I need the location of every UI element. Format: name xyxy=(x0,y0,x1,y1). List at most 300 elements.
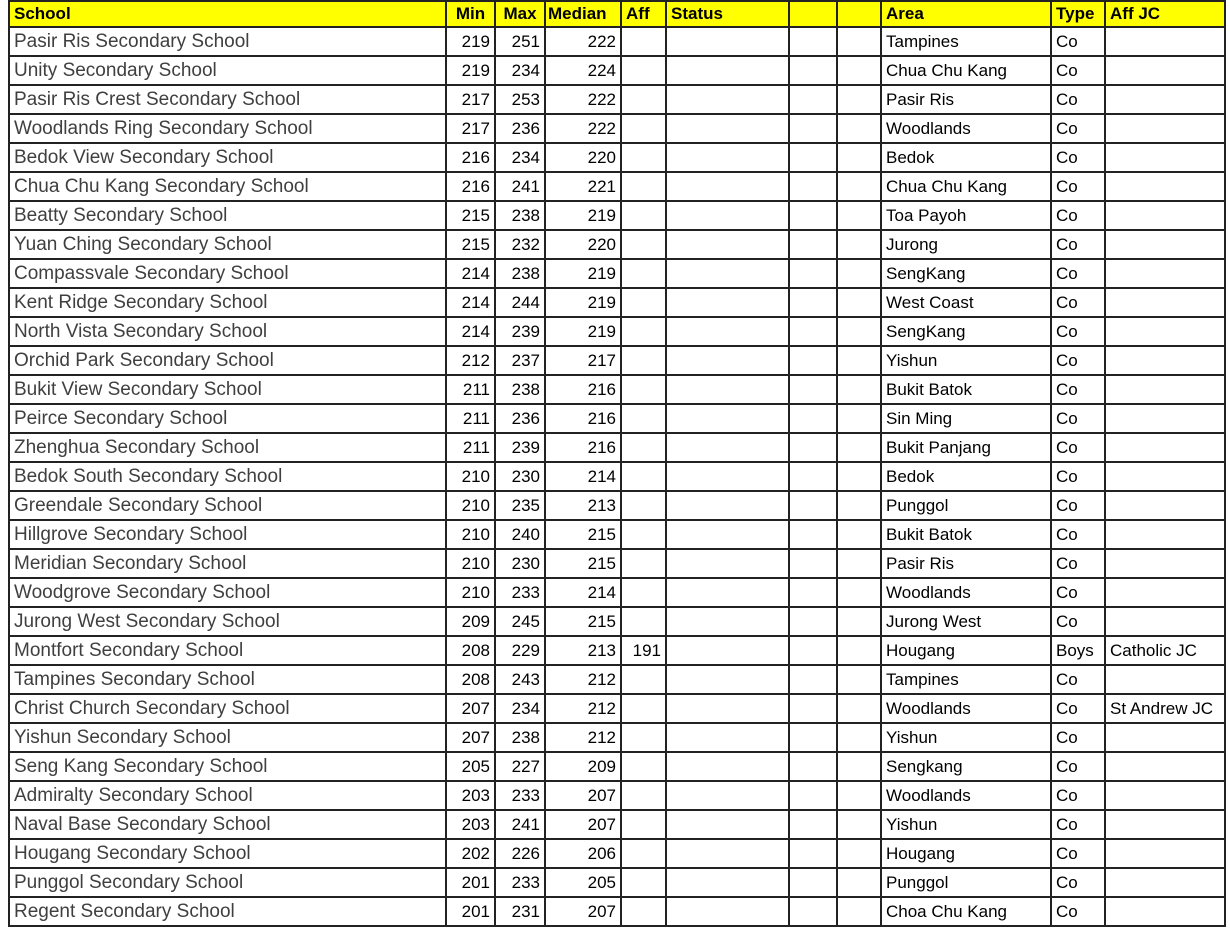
cell-status[interactable] xyxy=(666,520,789,549)
cell-school[interactable]: Hougang Secondary School xyxy=(9,839,446,868)
cell-type[interactable]: Co xyxy=(1051,752,1105,781)
cell-min[interactable]: 216 xyxy=(446,143,495,172)
cell-school[interactable]: Seng Kang Secondary School xyxy=(9,752,446,781)
cell-median[interactable]: 214 xyxy=(545,462,621,491)
cell-area[interactable]: Punggol xyxy=(881,868,1051,897)
cell-area[interactable]: Jurong xyxy=(881,230,1051,259)
cell-max[interactable]: 245 xyxy=(495,607,545,636)
cell-school[interactable]: Pasir Ris Crest Secondary School xyxy=(9,85,446,114)
cell-school[interactable]: Jurong West Secondary School xyxy=(9,607,446,636)
cell-type[interactable]: Co xyxy=(1051,143,1105,172)
cell-school[interactable]: Peirce Secondary School xyxy=(9,404,446,433)
cell-blank-2[interactable] xyxy=(837,897,881,926)
cell-aff-jc[interactable] xyxy=(1105,752,1225,781)
cell-aff-jc[interactable] xyxy=(1105,230,1225,259)
cell-max[interactable]: 230 xyxy=(495,462,545,491)
cell-min[interactable]: 219 xyxy=(446,56,495,85)
cell-aff[interactable] xyxy=(621,723,666,752)
cell-school[interactable]: Zhenghua Secondary School xyxy=(9,433,446,462)
cell-min[interactable]: 210 xyxy=(446,491,495,520)
cell-aff[interactable] xyxy=(621,752,666,781)
cell-school[interactable]: Christ Church Secondary School xyxy=(9,694,446,723)
cell-aff[interactable] xyxy=(621,694,666,723)
cell-median[interactable]: 222 xyxy=(545,27,621,56)
cell-status[interactable] xyxy=(666,143,789,172)
cell-blank-2[interactable] xyxy=(837,665,881,694)
header-max[interactable]: Max xyxy=(495,1,545,27)
cell-aff-jc[interactable] xyxy=(1105,578,1225,607)
cell-area[interactable]: Hougang xyxy=(881,839,1051,868)
cell-type[interactable]: Co xyxy=(1051,810,1105,839)
cell-max[interactable]: 238 xyxy=(495,201,545,230)
cell-aff-jc[interactable] xyxy=(1105,143,1225,172)
cell-blank-2[interactable] xyxy=(837,868,881,897)
cell-max[interactable]: 243 xyxy=(495,665,545,694)
cell-school[interactable]: Regent Secondary School xyxy=(9,897,446,926)
cell-status[interactable] xyxy=(666,839,789,868)
cell-type[interactable]: Co xyxy=(1051,520,1105,549)
header-min[interactable]: Min xyxy=(446,1,495,27)
cell-aff[interactable] xyxy=(621,143,666,172)
cell-blank-2[interactable] xyxy=(837,288,881,317)
cell-school[interactable]: Bedok South Secondary School xyxy=(9,462,446,491)
cell-aff[interactable] xyxy=(621,375,666,404)
cell-blank-1[interactable] xyxy=(789,549,837,578)
cell-blank-2[interactable] xyxy=(837,143,881,172)
cell-aff[interactable] xyxy=(621,201,666,230)
cell-school[interactable]: Montfort Secondary School xyxy=(9,636,446,665)
cell-blank-2[interactable] xyxy=(837,317,881,346)
cell-max[interactable]: 240 xyxy=(495,520,545,549)
cell-aff-jc[interactable] xyxy=(1105,549,1225,578)
cell-blank-2[interactable] xyxy=(837,578,881,607)
cell-blank-1[interactable] xyxy=(789,230,837,259)
cell-aff[interactable] xyxy=(621,491,666,520)
cell-status[interactable] xyxy=(666,375,789,404)
cell-blank-1[interactable] xyxy=(789,56,837,85)
cell-aff-jc[interactable] xyxy=(1105,85,1225,114)
cell-type[interactable]: Co xyxy=(1051,723,1105,752)
cell-median[interactable]: 216 xyxy=(545,375,621,404)
cell-type[interactable]: Co xyxy=(1051,781,1105,810)
cell-aff-jc[interactable] xyxy=(1105,27,1225,56)
cell-max[interactable]: 238 xyxy=(495,259,545,288)
cell-aff-jc[interactable] xyxy=(1105,404,1225,433)
cell-aff[interactable] xyxy=(621,839,666,868)
cell-type[interactable]: Co xyxy=(1051,694,1105,723)
cell-area[interactable]: Punggol xyxy=(881,491,1051,520)
cell-blank-1[interactable] xyxy=(789,665,837,694)
cell-area[interactable]: Tampines xyxy=(881,665,1051,694)
cell-blank-1[interactable] xyxy=(789,259,837,288)
cell-blank-1[interactable] xyxy=(789,433,837,462)
cell-area[interactable]: Sin Ming xyxy=(881,404,1051,433)
cell-max[interactable]: 238 xyxy=(495,723,545,752)
cell-blank-2[interactable] xyxy=(837,839,881,868)
cell-aff-jc[interactable] xyxy=(1105,781,1225,810)
cell-status[interactable] xyxy=(666,723,789,752)
cell-median[interactable]: 224 xyxy=(545,56,621,85)
cell-max[interactable]: 233 xyxy=(495,868,545,897)
cell-aff[interactable] xyxy=(621,317,666,346)
cell-min[interactable]: 203 xyxy=(446,781,495,810)
cell-area[interactable]: Sengkang xyxy=(881,752,1051,781)
cell-blank-1[interactable] xyxy=(789,462,837,491)
cell-median[interactable]: 209 xyxy=(545,752,621,781)
cell-aff[interactable] xyxy=(621,172,666,201)
cell-blank-1[interactable] xyxy=(789,114,837,143)
cell-median[interactable]: 219 xyxy=(545,288,621,317)
cell-blank-1[interactable] xyxy=(789,839,837,868)
cell-aff[interactable] xyxy=(621,27,666,56)
cell-median[interactable]: 207 xyxy=(545,781,621,810)
cell-blank-2[interactable] xyxy=(837,201,881,230)
cell-status[interactable] xyxy=(666,433,789,462)
cell-max[interactable]: 238 xyxy=(495,375,545,404)
cell-area[interactable]: Toa Payoh xyxy=(881,201,1051,230)
cell-status[interactable] xyxy=(666,317,789,346)
cell-status[interactable] xyxy=(666,85,789,114)
cell-aff[interactable] xyxy=(621,781,666,810)
cell-area[interactable]: Jurong West xyxy=(881,607,1051,636)
cell-type[interactable]: Co xyxy=(1051,230,1105,259)
cell-median[interactable]: 205 xyxy=(545,868,621,897)
cell-blank-1[interactable] xyxy=(789,288,837,317)
cell-school[interactable]: Compassvale Secondary School xyxy=(9,259,446,288)
cell-median[interactable]: 219 xyxy=(545,317,621,346)
cell-min[interactable]: 215 xyxy=(446,230,495,259)
cell-aff-jc[interactable] xyxy=(1105,839,1225,868)
cell-blank-2[interactable] xyxy=(837,85,881,114)
cell-aff-jc[interactable] xyxy=(1105,491,1225,520)
cell-aff-jc[interactable] xyxy=(1105,520,1225,549)
cell-aff-jc[interactable] xyxy=(1105,868,1225,897)
cell-median[interactable]: 216 xyxy=(545,404,621,433)
cell-blank-2[interactable] xyxy=(837,346,881,375)
cell-min[interactable]: 210 xyxy=(446,578,495,607)
cell-school[interactable]: Bedok View Secondary School xyxy=(9,143,446,172)
cell-blank-2[interactable] xyxy=(837,752,881,781)
cell-aff-jc[interactable] xyxy=(1105,201,1225,230)
cell-blank-2[interactable] xyxy=(837,781,881,810)
cell-area[interactable]: Yishun xyxy=(881,723,1051,752)
cell-type[interactable]: Co xyxy=(1051,462,1105,491)
cell-area[interactable]: Bedok xyxy=(881,462,1051,491)
cell-aff[interactable] xyxy=(621,230,666,259)
cell-aff[interactable] xyxy=(621,578,666,607)
cell-area[interactable]: Pasir Ris xyxy=(881,549,1051,578)
cell-median[interactable]: 212 xyxy=(545,694,621,723)
cell-blank-1[interactable] xyxy=(789,143,837,172)
cell-blank-1[interactable] xyxy=(789,172,837,201)
cell-min[interactable]: 207 xyxy=(446,723,495,752)
cell-school[interactable]: Woodgrove Secondary School xyxy=(9,578,446,607)
cell-min[interactable]: 212 xyxy=(446,346,495,375)
cell-min[interactable]: 201 xyxy=(446,868,495,897)
cell-area[interactable]: Bukit Batok xyxy=(881,520,1051,549)
cell-aff-jc[interactable] xyxy=(1105,810,1225,839)
cell-blank-1[interactable] xyxy=(789,723,837,752)
cell-min[interactable]: 211 xyxy=(446,404,495,433)
cell-area[interactable]: SengKang xyxy=(881,259,1051,288)
cell-median[interactable]: 215 xyxy=(545,549,621,578)
cell-school[interactable]: Tampines Secondary School xyxy=(9,665,446,694)
cell-min[interactable]: 210 xyxy=(446,549,495,578)
cell-status[interactable] xyxy=(666,462,789,491)
cell-aff-jc[interactable] xyxy=(1105,346,1225,375)
cell-area[interactable]: Pasir Ris xyxy=(881,85,1051,114)
cell-type[interactable]: Co xyxy=(1051,346,1105,375)
cell-min[interactable]: 217 xyxy=(446,85,495,114)
cell-aff[interactable] xyxy=(621,433,666,462)
cell-max[interactable]: 241 xyxy=(495,810,545,839)
cell-aff-jc[interactable]: Catholic JC xyxy=(1105,636,1225,665)
cell-aff[interactable] xyxy=(621,607,666,636)
cell-type[interactable]: Co xyxy=(1051,897,1105,926)
cell-max[interactable]: 239 xyxy=(495,433,545,462)
cell-area[interactable]: Bedok xyxy=(881,143,1051,172)
cell-min[interactable]: 211 xyxy=(446,433,495,462)
cell-blank-2[interactable] xyxy=(837,114,881,143)
cell-median[interactable]: 222 xyxy=(545,114,621,143)
cell-blank-1[interactable] xyxy=(789,636,837,665)
cell-aff[interactable] xyxy=(621,897,666,926)
header-blank-1[interactable] xyxy=(789,1,837,27)
cell-blank-1[interactable] xyxy=(789,607,837,636)
cell-min[interactable]: 215 xyxy=(446,201,495,230)
cell-status[interactable] xyxy=(666,694,789,723)
cell-status[interactable] xyxy=(666,27,789,56)
cell-type[interactable]: Boys xyxy=(1051,636,1105,665)
cell-max[interactable]: 253 xyxy=(495,85,545,114)
cell-type[interactable]: Co xyxy=(1051,288,1105,317)
cell-area[interactable]: Chua Chu Kang xyxy=(881,172,1051,201)
header-median[interactable]: Median xyxy=(545,1,621,27)
cell-type[interactable]: Co xyxy=(1051,56,1105,85)
cell-max[interactable]: 230 xyxy=(495,549,545,578)
cell-aff[interactable] xyxy=(621,520,666,549)
cell-status[interactable] xyxy=(666,201,789,230)
cell-aff-jc[interactable] xyxy=(1105,259,1225,288)
cell-area[interactable]: Woodlands xyxy=(881,114,1051,143)
cell-min[interactable]: 207 xyxy=(446,694,495,723)
cell-area[interactable]: SengKang xyxy=(881,317,1051,346)
cell-area[interactable]: Chua Chu Kang xyxy=(881,56,1051,85)
cell-min[interactable]: 214 xyxy=(446,317,495,346)
cell-type[interactable]: Co xyxy=(1051,491,1105,520)
cell-max[interactable]: 226 xyxy=(495,839,545,868)
cell-school[interactable]: Naval Base Secondary School xyxy=(9,810,446,839)
cell-max[interactable]: 234 xyxy=(495,694,545,723)
cell-aff-jc[interactable] xyxy=(1105,375,1225,404)
cell-type[interactable]: Co xyxy=(1051,607,1105,636)
cell-min[interactable]: 208 xyxy=(446,636,495,665)
cell-status[interactable] xyxy=(666,56,789,85)
cell-min[interactable]: 210 xyxy=(446,462,495,491)
cell-status[interactable] xyxy=(666,665,789,694)
cell-blank-1[interactable] xyxy=(789,404,837,433)
cell-type[interactable]: Co xyxy=(1051,868,1105,897)
cell-blank-2[interactable] xyxy=(837,375,881,404)
cell-school[interactable]: Unity Secondary School xyxy=(9,56,446,85)
cell-min[interactable]: 209 xyxy=(446,607,495,636)
cell-status[interactable] xyxy=(666,230,789,259)
cell-min[interactable]: 217 xyxy=(446,114,495,143)
cell-aff-jc[interactable] xyxy=(1105,723,1225,752)
cell-blank-2[interactable] xyxy=(837,810,881,839)
cell-type[interactable]: Co xyxy=(1051,404,1105,433)
cell-median[interactable]: 214 xyxy=(545,578,621,607)
cell-status[interactable] xyxy=(666,810,789,839)
cell-status[interactable] xyxy=(666,868,789,897)
cell-aff[interactable] xyxy=(621,810,666,839)
cell-min[interactable]: 214 xyxy=(446,288,495,317)
cell-type[interactable]: Co xyxy=(1051,578,1105,607)
cell-area[interactable]: West Coast xyxy=(881,288,1051,317)
cell-school[interactable]: Meridian Secondary School xyxy=(9,549,446,578)
cell-blank-2[interactable] xyxy=(837,27,881,56)
cell-aff-jc[interactable] xyxy=(1105,607,1225,636)
cell-blank-1[interactable] xyxy=(789,694,837,723)
cell-blank-1[interactable] xyxy=(789,27,837,56)
cell-min[interactable]: 210 xyxy=(446,520,495,549)
cell-blank-1[interactable] xyxy=(789,897,837,926)
cell-status[interactable] xyxy=(666,259,789,288)
cell-max[interactable]: 236 xyxy=(495,404,545,433)
cell-area[interactable]: Choa Chu Kang xyxy=(881,897,1051,926)
cell-status[interactable] xyxy=(666,114,789,143)
cell-blank-1[interactable] xyxy=(789,201,837,230)
cell-median[interactable]: 219 xyxy=(545,201,621,230)
cell-area[interactable]: Woodlands xyxy=(881,781,1051,810)
cell-median[interactable]: 212 xyxy=(545,723,621,752)
cell-type[interactable]: Co xyxy=(1051,375,1105,404)
cell-min[interactable]: 202 xyxy=(446,839,495,868)
cell-blank-2[interactable] xyxy=(837,520,881,549)
cell-type[interactable]: Co xyxy=(1051,114,1105,143)
cell-aff-jc[interactable] xyxy=(1105,288,1225,317)
cell-median[interactable]: 219 xyxy=(545,259,621,288)
cell-aff-jc[interactable] xyxy=(1105,317,1225,346)
cell-blank-2[interactable] xyxy=(837,549,881,578)
cell-status[interactable] xyxy=(666,288,789,317)
cell-min[interactable]: 208 xyxy=(446,665,495,694)
cell-median[interactable]: 207 xyxy=(545,897,621,926)
cell-aff[interactable] xyxy=(621,868,666,897)
cell-area[interactable]: Bukit Panjang xyxy=(881,433,1051,462)
cell-median[interactable]: 213 xyxy=(545,636,621,665)
cell-area[interactable]: Yishun xyxy=(881,346,1051,375)
cell-status[interactable] xyxy=(666,491,789,520)
cell-min[interactable]: 216 xyxy=(446,172,495,201)
cell-aff-jc[interactable] xyxy=(1105,897,1225,926)
cell-median[interactable]: 222 xyxy=(545,85,621,114)
cell-aff[interactable] xyxy=(621,346,666,375)
cell-area[interactable]: Tampines xyxy=(881,27,1051,56)
cell-blank-1[interactable] xyxy=(789,752,837,781)
cell-status[interactable] xyxy=(666,636,789,665)
header-aff[interactable]: Aff xyxy=(621,1,666,27)
cell-median[interactable]: 212 xyxy=(545,665,621,694)
cell-median[interactable]: 221 xyxy=(545,172,621,201)
cell-max[interactable]: 237 xyxy=(495,346,545,375)
cell-blank-1[interactable] xyxy=(789,781,837,810)
header-status[interactable]: Status xyxy=(666,1,789,27)
cell-type[interactable]: Co xyxy=(1051,172,1105,201)
header-type[interactable]: Type xyxy=(1051,1,1105,27)
cell-blank-1[interactable] xyxy=(789,85,837,114)
header-blank-2[interactable] xyxy=(837,1,881,27)
cell-blank-2[interactable] xyxy=(837,723,881,752)
cell-aff[interactable] xyxy=(621,114,666,143)
cell-school[interactable]: Pasir Ris Secondary School xyxy=(9,27,446,56)
cell-blank-1[interactable] xyxy=(789,375,837,404)
cell-blank-1[interactable] xyxy=(789,317,837,346)
cell-median[interactable]: 220 xyxy=(545,143,621,172)
cell-max[interactable]: 229 xyxy=(495,636,545,665)
cell-type[interactable]: Co xyxy=(1051,259,1105,288)
cell-school[interactable]: North Vista Secondary School xyxy=(9,317,446,346)
cell-median[interactable]: 215 xyxy=(545,607,621,636)
cell-blank-1[interactable] xyxy=(789,491,837,520)
cell-type[interactable]: Co xyxy=(1051,85,1105,114)
cell-area[interactable]: Woodlands xyxy=(881,694,1051,723)
cell-aff[interactable]: 191 xyxy=(621,636,666,665)
cell-school[interactable]: Yuan Ching Secondary School xyxy=(9,230,446,259)
header-aff-jc[interactable]: Aff JC xyxy=(1105,1,1225,27)
cell-max[interactable]: 251 xyxy=(495,27,545,56)
cell-status[interactable] xyxy=(666,549,789,578)
cell-min[interactable]: 219 xyxy=(446,27,495,56)
cell-blank-1[interactable] xyxy=(789,346,837,375)
cell-max[interactable]: 233 xyxy=(495,781,545,810)
cell-area[interactable]: Yishun xyxy=(881,810,1051,839)
cell-area[interactable]: Woodlands xyxy=(881,578,1051,607)
cell-area[interactable]: Bukit Batok xyxy=(881,375,1051,404)
cell-status[interactable] xyxy=(666,607,789,636)
cell-school[interactable]: Yishun Secondary School xyxy=(9,723,446,752)
cell-blank-2[interactable] xyxy=(837,491,881,520)
cell-school[interactable]: Chua Chu Kang Secondary School xyxy=(9,172,446,201)
cell-max[interactable]: 232 xyxy=(495,230,545,259)
cell-max[interactable]: 239 xyxy=(495,317,545,346)
cell-aff[interactable] xyxy=(621,462,666,491)
cell-school[interactable]: Orchid Park Secondary School xyxy=(9,346,446,375)
cell-min[interactable]: 203 xyxy=(446,810,495,839)
cell-median[interactable]: 217 xyxy=(545,346,621,375)
cell-type[interactable]: Co xyxy=(1051,549,1105,578)
cell-max[interactable]: 227 xyxy=(495,752,545,781)
cell-aff[interactable] xyxy=(621,549,666,578)
cell-aff[interactable] xyxy=(621,404,666,433)
cell-min[interactable]: 214 xyxy=(446,259,495,288)
cell-max[interactable]: 244 xyxy=(495,288,545,317)
cell-school[interactable]: Woodlands Ring Secondary School xyxy=(9,114,446,143)
cell-blank-2[interactable] xyxy=(837,694,881,723)
cell-aff-jc[interactable] xyxy=(1105,114,1225,143)
cell-blank-2[interactable] xyxy=(837,462,881,491)
cell-status[interactable] xyxy=(666,897,789,926)
cell-max[interactable]: 234 xyxy=(495,143,545,172)
cell-min[interactable]: 211 xyxy=(446,375,495,404)
cell-school[interactable]: Greendale Secondary School xyxy=(9,491,446,520)
cell-max[interactable]: 241 xyxy=(495,172,545,201)
cell-type[interactable]: Co xyxy=(1051,27,1105,56)
cell-max[interactable]: 231 xyxy=(495,897,545,926)
header-school[interactable]: School xyxy=(9,1,446,27)
cell-school[interactable]: Beatty Secondary School xyxy=(9,201,446,230)
cell-aff-jc[interactable]: St Andrew JC xyxy=(1105,694,1225,723)
